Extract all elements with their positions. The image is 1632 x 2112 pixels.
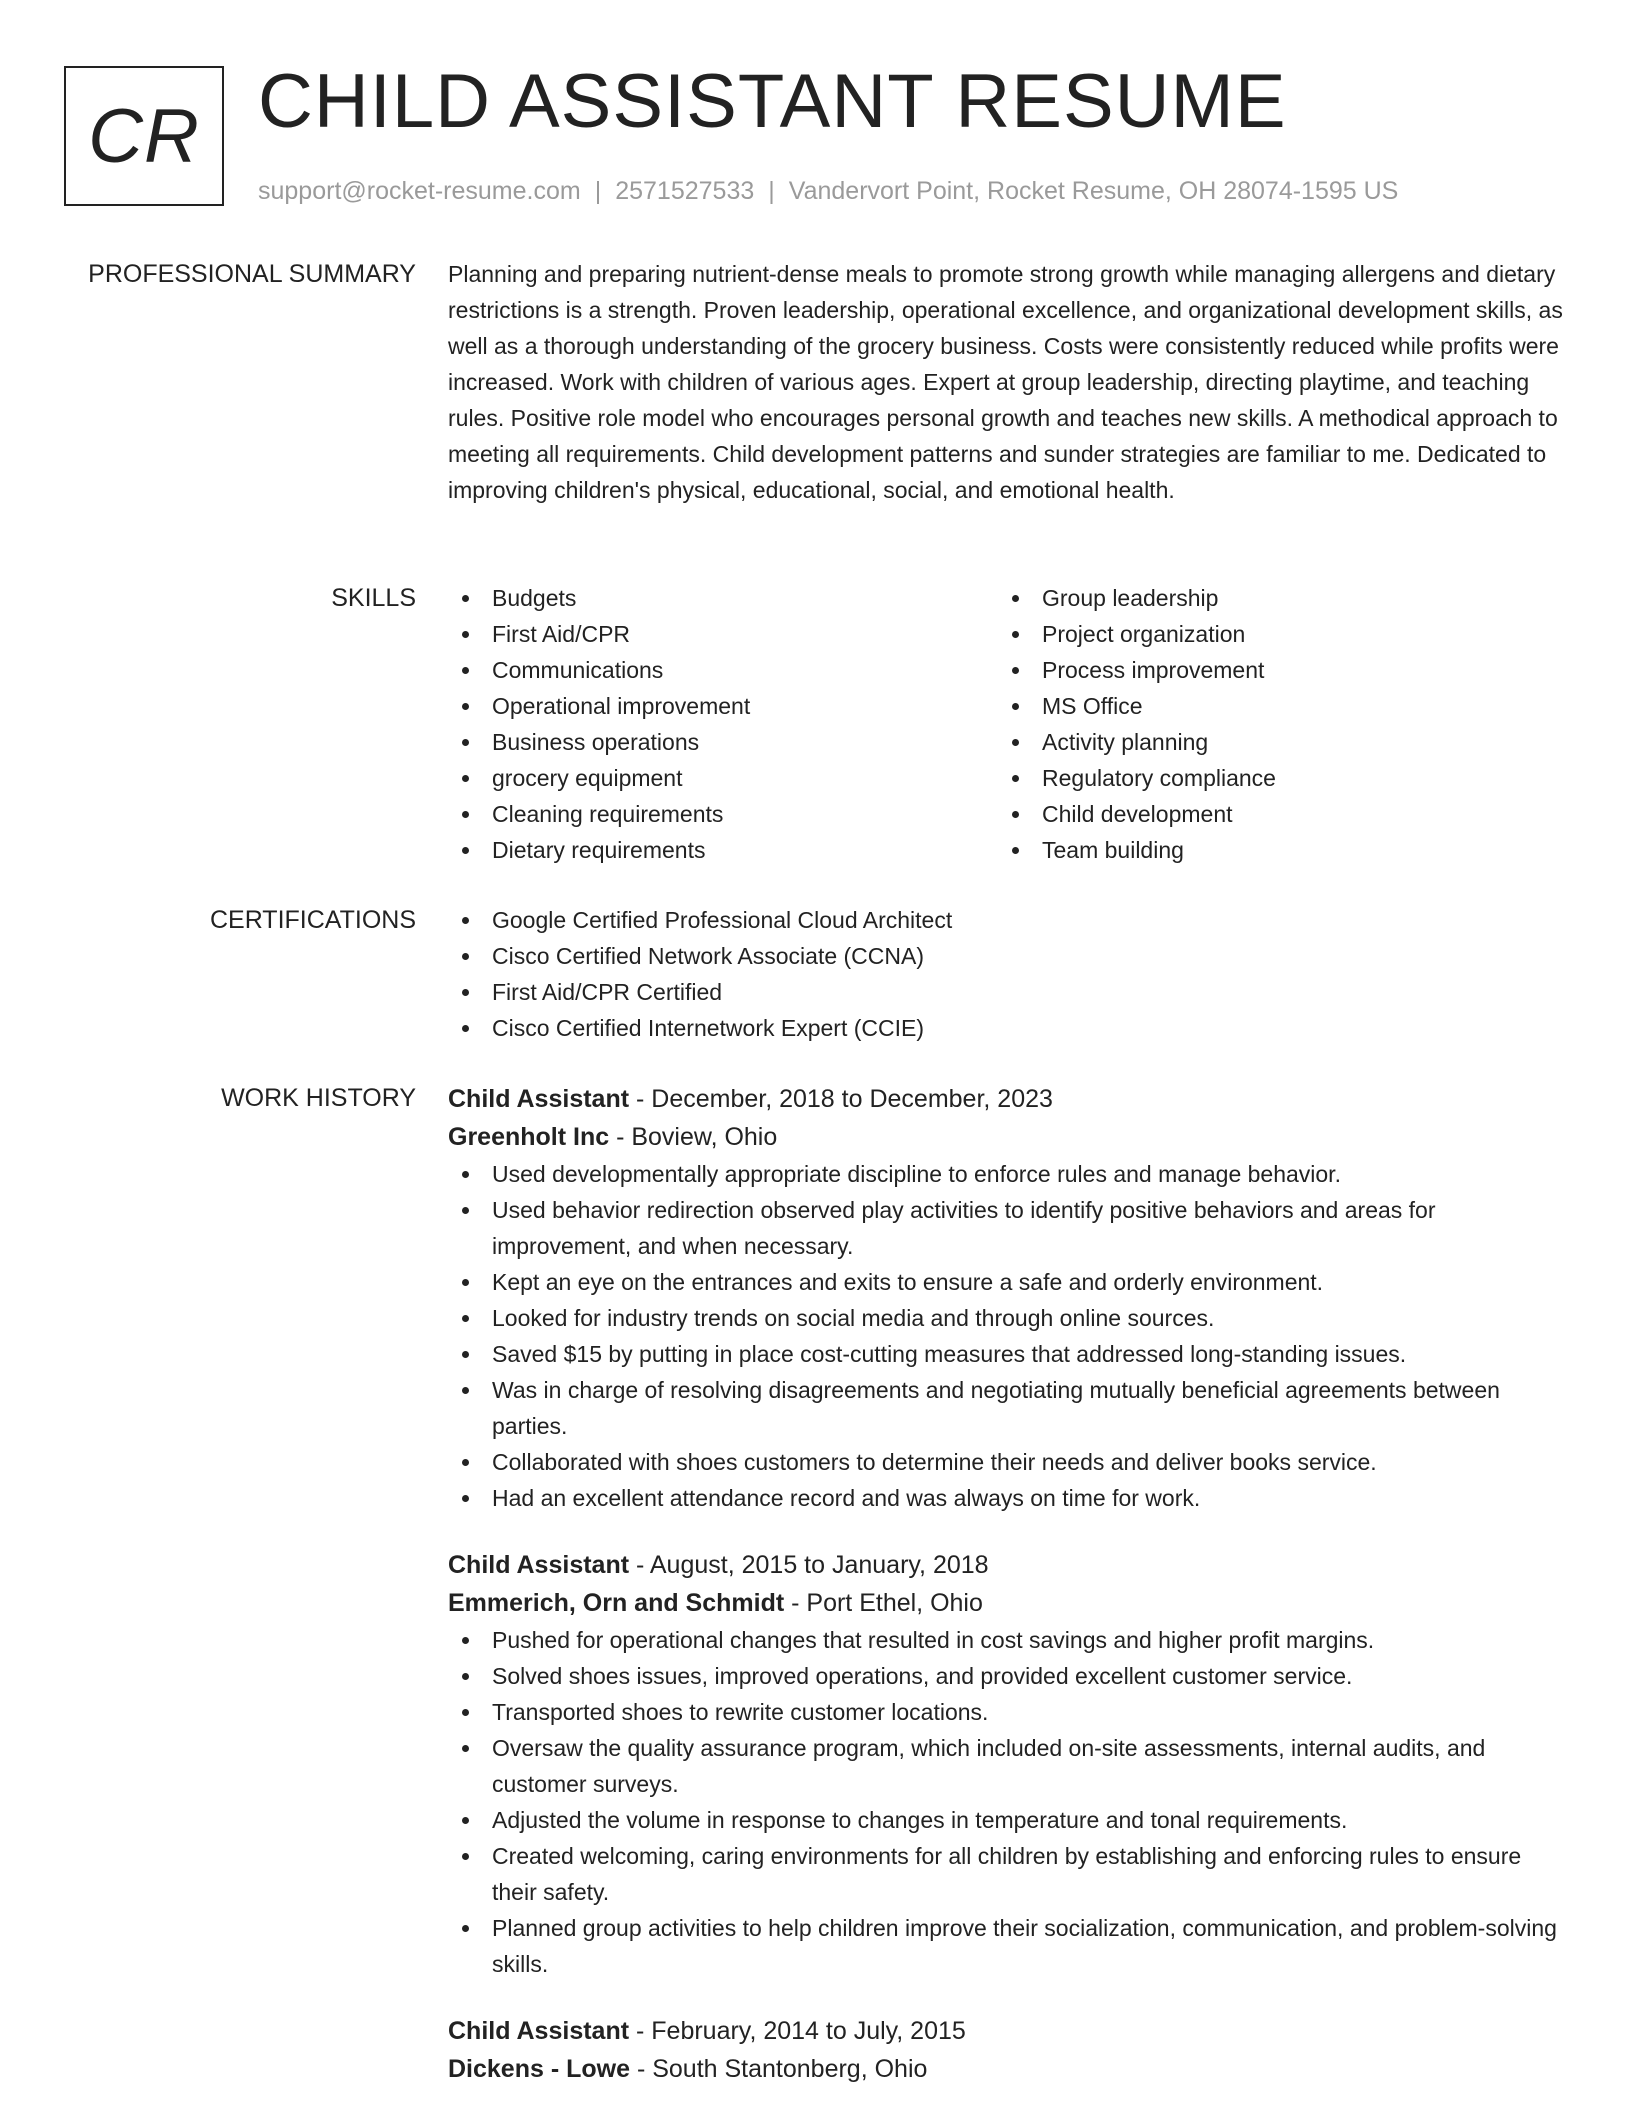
job-title: Child Assistant bbox=[448, 1551, 630, 1579]
list-item bbox=[448, 902, 1568, 938]
bullet-icon bbox=[1012, 847, 1019, 854]
list-item-text: Used developmentally appropriate discipline to enforce rules and manage behavior. bbox=[492, 1161, 1341, 1187]
list-item-text: Google Certified Professional Cloud Architect bbox=[492, 907, 953, 933]
list-item bbox=[998, 580, 1548, 616]
job-company: Dickens - Lowe bbox=[448, 2055, 630, 2083]
bullet-icon bbox=[462, 739, 469, 746]
job-company: Greenholt Inc bbox=[448, 1123, 610, 1151]
job-company-line bbox=[448, 1118, 1568, 1156]
bullet-icon bbox=[462, 1673, 469, 1680]
list-item-text: First Aid/CPR bbox=[492, 621, 631, 647]
list-item bbox=[448, 1480, 1568, 1516]
list-item-text: Communications bbox=[492, 657, 664, 683]
list-item-text: Had an excellent attendance record and was always on time for work. bbox=[492, 1485, 1201, 1511]
list-item bbox=[448, 1802, 1568, 1838]
skills-list-left bbox=[448, 580, 998, 868]
list-item bbox=[448, 580, 998, 616]
job-company: Emmerich, Orn and Schmidt bbox=[448, 1589, 785, 1617]
list-item bbox=[448, 1658, 1568, 1694]
bullet-icon bbox=[462, 1351, 469, 1358]
contact-line bbox=[258, 174, 1398, 208]
job-location: - South Stantonberg, Ohio bbox=[630, 2055, 928, 2083]
bullet-icon bbox=[462, 1853, 469, 1860]
list-item bbox=[448, 938, 1568, 974]
list-item-text: Child development bbox=[1042, 801, 1233, 827]
list-item-text: Business operations bbox=[492, 729, 700, 755]
skills-list-right bbox=[998, 580, 1548, 868]
job-company-line bbox=[448, 2050, 1568, 2088]
list-item bbox=[448, 1336, 1568, 1372]
bullet-icon bbox=[462, 703, 469, 710]
list-item-text: Oversaw the quality assurance program, which included on-site assessments, internal audits, and customer surveys. bbox=[492, 1735, 1486, 1797]
list-item bbox=[448, 1694, 1568, 1730]
list-item-text: Cisco Certified Network Associate (CCNA) bbox=[492, 943, 925, 969]
bullet-icon bbox=[1012, 811, 1019, 818]
job-entry bbox=[448, 1080, 1568, 1516]
bullet-icon bbox=[462, 989, 469, 996]
bullet-icon bbox=[462, 1207, 469, 1214]
bullet-icon bbox=[1012, 775, 1019, 782]
list-item-text: Budgets bbox=[492, 585, 577, 611]
list-item bbox=[448, 724, 998, 760]
bullet-icon bbox=[462, 775, 469, 782]
list-item-text: Cleaning requirements bbox=[492, 801, 724, 827]
job-dates: - February, 2014 to July, 2015 bbox=[629, 2017, 966, 2045]
monogram-logo: CR bbox=[64, 66, 224, 206]
list-item-text: Saved $15 by putting in place cost-cutting measures that addressed long-standing issues. bbox=[492, 1341, 1407, 1367]
list-item bbox=[998, 760, 1548, 796]
bullet-icon bbox=[462, 1459, 469, 1466]
list-item bbox=[448, 1444, 1568, 1480]
list-item-text: Transported shoes to rewrite customer locations. bbox=[492, 1699, 989, 1725]
list-item bbox=[448, 1730, 1568, 1802]
bullet-icon bbox=[462, 1495, 469, 1502]
contact-phone: 2571527533 bbox=[615, 177, 755, 205]
certifications-list bbox=[448, 902, 1568, 1046]
list-item bbox=[448, 1372, 1568, 1444]
contact-separator: | bbox=[768, 177, 775, 205]
job-duties-list bbox=[448, 1156, 1568, 1516]
list-item bbox=[448, 796, 998, 832]
job-title-line bbox=[448, 1080, 1568, 1118]
list-item-text: Was in charge of resolving disagreements and negotiating mutually beneficial agreements between parties. bbox=[492, 1377, 1500, 1439]
section-label-work-history: WORK HISTORY bbox=[221, 1084, 416, 1112]
bullet-icon bbox=[462, 667, 469, 674]
section-label-skills: SKILLS bbox=[331, 584, 416, 612]
list-item-text: Planned group activities to help children improve their socialization, communication, and problem-solving skills. bbox=[492, 1915, 1557, 1977]
list-item bbox=[448, 652, 998, 688]
list-item bbox=[448, 1264, 1568, 1300]
list-item bbox=[998, 832, 1548, 868]
list-item bbox=[998, 616, 1548, 652]
bullet-icon bbox=[1012, 703, 1019, 710]
bullet-icon bbox=[1012, 739, 1019, 746]
job-entry bbox=[448, 2012, 1568, 2088]
job-duties-list bbox=[448, 1622, 1568, 1982]
list-item bbox=[448, 1156, 1568, 1192]
list-item-text: Created welcoming, caring environments for all children by establishing and enforcing rules to ensure their safety. bbox=[492, 1843, 1522, 1905]
list-item-text: Group leadership bbox=[1042, 585, 1219, 611]
bullet-icon bbox=[1012, 595, 1019, 602]
list-item-text: Activity planning bbox=[1042, 729, 1209, 755]
bullet-icon bbox=[462, 1315, 469, 1322]
bullet-icon bbox=[1012, 667, 1019, 674]
list-item bbox=[448, 832, 998, 868]
section-label-summary: PROFESSIONAL SUMMARY bbox=[88, 260, 416, 288]
summary-body bbox=[448, 256, 1568, 508]
list-item bbox=[448, 974, 1568, 1010]
contact-email: support@rocket-resume.com bbox=[258, 177, 581, 205]
list-item bbox=[448, 1192, 1568, 1264]
list-item-text: Solved shoes issues, improved operations, and provided excellent customer service. bbox=[492, 1663, 1353, 1689]
list-item-text: Cisco Certified Internetwork Expert (CCIE) bbox=[492, 1015, 925, 1041]
list-item bbox=[448, 760, 998, 796]
bullet-icon bbox=[462, 1745, 469, 1752]
list-item-text: grocery equipment bbox=[492, 765, 683, 791]
list-item-text: Team building bbox=[1042, 837, 1184, 863]
bullet-icon bbox=[462, 1387, 469, 1394]
work-history-body bbox=[448, 1080, 1568, 2088]
bullet-icon bbox=[462, 595, 469, 602]
contact-separator: | bbox=[594, 177, 602, 205]
job-company-line bbox=[448, 1584, 1568, 1622]
bullet-icon bbox=[462, 1925, 469, 1932]
list-item-text: Used behavior redirection observed play activities to identify positive behaviors and areas for improvement, and when necessary. bbox=[492, 1197, 1436, 1259]
list-item-text: Adjusted the volume in response to changes in temperature and tonal requirements. bbox=[492, 1807, 1348, 1833]
list-item-text: Kept an eye on the entrances and exits to ensure a safe and orderly environment. bbox=[492, 1269, 1324, 1295]
list-item bbox=[998, 688, 1548, 724]
list-item-text: Operational improvement bbox=[492, 693, 751, 719]
list-item-text: Looked for industry trends on social media and through online sources. bbox=[492, 1305, 1215, 1331]
list-item bbox=[998, 652, 1548, 688]
certifications-body bbox=[448, 902, 1568, 1046]
list-item-text: Dietary requirements bbox=[492, 837, 706, 863]
list-item-text: Pushed for operational changes that resulted in cost savings and higher profit margins. bbox=[492, 1627, 1375, 1653]
list-item bbox=[448, 1622, 1568, 1658]
section-label-certifications: CERTIFICATIONS bbox=[209, 906, 416, 934]
job-title-line bbox=[448, 2012, 1568, 2050]
bullet-icon bbox=[462, 1817, 469, 1824]
list-item-text: Project organization bbox=[1042, 621, 1246, 647]
list-item bbox=[448, 1010, 1568, 1046]
list-item bbox=[448, 688, 998, 724]
bullet-icon bbox=[462, 1171, 469, 1178]
list-item bbox=[448, 616, 998, 652]
list-item bbox=[448, 1910, 1568, 1982]
bullet-icon bbox=[462, 1709, 469, 1716]
list-item bbox=[998, 724, 1548, 760]
list-item-text: MS Office bbox=[1042, 693, 1143, 719]
job-title: Child Assistant bbox=[448, 2017, 630, 2045]
bullet-icon bbox=[462, 811, 469, 818]
list-item-text: Collaborated with shoes customers to determine their needs and deliver books service. bbox=[492, 1449, 1377, 1475]
list-item bbox=[448, 1838, 1568, 1910]
job-entry bbox=[448, 1546, 1568, 1982]
list-item-text: Process improvement bbox=[1042, 657, 1265, 683]
bullet-icon bbox=[462, 1279, 469, 1286]
job-dates: - August, 2015 to January, 2018 bbox=[629, 1551, 989, 1579]
summary-text: Planning and preparing nutrient-dense meals to promote strong growth while managing allergens and dietary restrictions is a strength. Proven leadership, operational excellence, and organizational development skills, as well as a thorough understanding of the grocery business. Costs were consistently reduced while profits were increased. Work with children of various ages. Expert at group leadership, directing playtime, and teaching rules. Positive role model who encourages personal growth and teaches new skills. A methodical approach to meeting all requirements. Child development patterns and sunder strategies are familiar to me. Dedicated to improving children's physical, educational, social, and emotional health. bbox=[448, 261, 1563, 503]
list-item-text: Regulatory compliance bbox=[1042, 765, 1276, 791]
list-item-text: First Aid/CPR Certified bbox=[492, 979, 723, 1005]
contact-address: Vandervort Point, Rocket Resume, OH 28074-1595 US bbox=[788, 177, 1399, 205]
bullet-icon bbox=[462, 917, 469, 924]
job-dates: - December, 2018 to December, 2023 bbox=[629, 1085, 1053, 1113]
bullet-icon bbox=[462, 1025, 469, 1032]
bullet-icon bbox=[462, 631, 469, 638]
list-item bbox=[448, 1300, 1568, 1336]
list-item bbox=[998, 796, 1548, 832]
skills-body bbox=[448, 580, 1568, 868]
job-title: Child Assistant bbox=[448, 1085, 630, 1113]
bullet-icon bbox=[462, 1637, 469, 1644]
job-location: - Port Ethel, Ohio bbox=[784, 1589, 983, 1617]
bullet-icon bbox=[462, 953, 469, 960]
bullet-icon bbox=[462, 847, 469, 854]
job-location: - Boview, Ohio bbox=[609, 1123, 778, 1151]
job-title-line bbox=[448, 1546, 1568, 1584]
resume-title: CHILD ASSISTANT RESUME bbox=[258, 59, 1287, 144]
bullet-icon bbox=[1012, 631, 1019, 638]
